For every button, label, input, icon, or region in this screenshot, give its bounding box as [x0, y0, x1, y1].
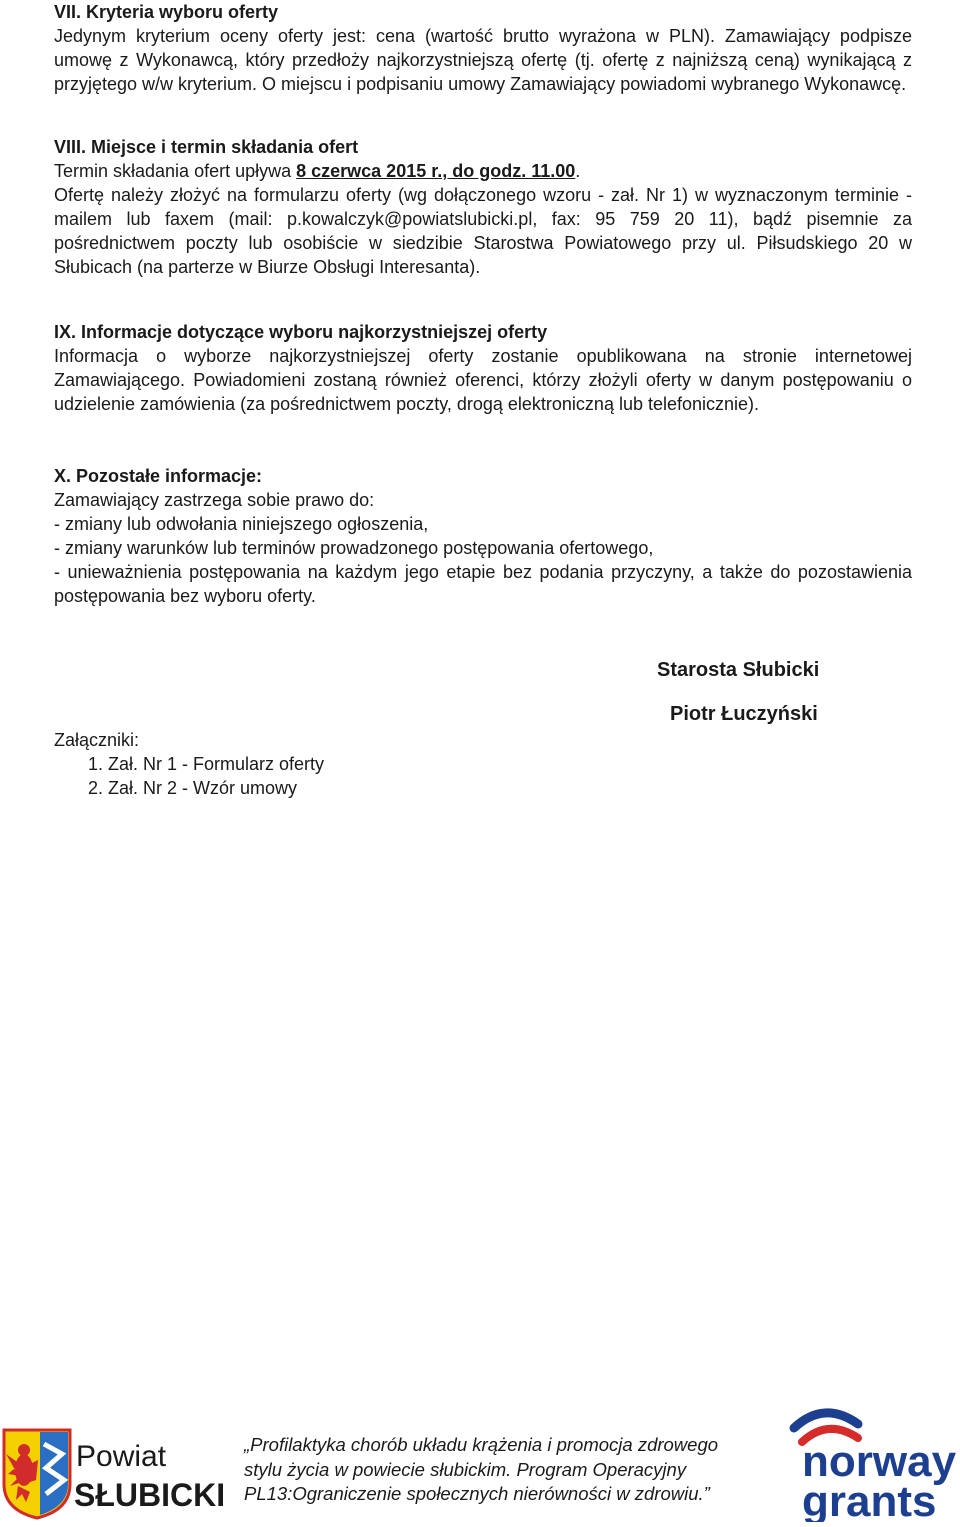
section-heading: VII. Kryteria wyboru oferty	[54, 2, 279, 22]
section-body: Ofertę należy złożyć na formularzu oferty (wg dołączonego wzoru - zał. Nr 1) w wyznaczonym terminie - mailem lub faxem (mail: p.kowalczyk@powiatslubicki.pl, fax: 95 759 20 11), bądź pisemnie za pośrednictwem poczty lub osobiście w siedzibie Starostwa Powiatowego przy ul. Piłsudskiego 20 w Słubicach (na parterze w Biurze Obsługi Interesanta).	[54, 185, 912, 277]
logo-norway: norway	[802, 1437, 957, 1486]
logo-text-bottom: SŁUBICKI	[74, 1477, 226, 1513]
attachment-item: 1. Zał. Nr 1 - Formularz oferty	[88, 754, 325, 774]
deadline-prefix: Termin składania ofert upływa	[54, 161, 297, 181]
attachment-item: 2. Zał. Nr 2 - Wzór umowy	[88, 778, 298, 798]
coat-of-arms-icon	[0, 1424, 232, 1520]
logo-grants: grants	[802, 1477, 937, 1522]
deadline-date: 8 czerwca 2015 r., do godz. 11.00	[296, 161, 576, 181]
attachments-label: Załączniki:	[54, 730, 140, 750]
project-caption	[244, 1433, 784, 1507]
section-x	[54, 464, 912, 608]
section-heading: X. Pozostałe informacje:	[54, 466, 263, 486]
section-heading: IX. Informacje dotyczące wyboru najkorzystniejszej oferty	[54, 322, 548, 342]
signature-name: Piotr Łuczyński	[670, 703, 818, 725]
section-heading: VIII. Miejsce i termin składania ofert	[54, 137, 359, 157]
caption-line: „Profilaktyka chorób układu krążenia i promocja zdrowego	[244, 1434, 719, 1455]
section-body: Jedynym kryterium oceny oferty jest: cena (wartość brutto wyrażona w PLN). Zamawiający podpisze umowę z Wykonawcą, który przedłoży najkorzystniejszą ofertę (tj. ofertę z najniższą ceną) wynikającą z przyjętego w/w kryterium. O miejscu i podpisaniu umowy Zamawiający powiadomi wybranego Wykonawcę.	[54, 26, 912, 94]
list-item: - zmiany lub odwołania niniejszego ogłoszenia,	[54, 514, 429, 534]
section-ix	[54, 320, 912, 416]
footer	[0, 1400, 960, 1526]
section-body: Informacja o wyborze najkorzystniejszej oferty zostanie opublikowana na stronie internetowej Zamawiającego. Powiadomieni zostaną również oferenci, którzy złożyli oferty w danym postępowaniu o udzielenie zamówienia (za pośrednictwem poczty, drogą elektroniczną lub telefonicznie).	[54, 346, 912, 414]
attachments	[54, 728, 912, 800]
deadline-suffix: .	[575, 161, 581, 181]
deadline-line	[54, 159, 912, 183]
norway-grants-logo	[780, 1402, 960, 1522]
signature-title: Starosta Słubicki	[657, 659, 820, 681]
logo-text-top: Powiat	[76, 1440, 167, 1473]
powiat-slubicki-logo	[0, 1424, 232, 1520]
caption-line: stylu życia w powiecie słubickim. Program Operacyjny	[244, 1458, 687, 1480]
section-vii	[54, 0, 912, 96]
caption-line: PL13:Ograniczenie społecznych nierówności w zdrowiu.”	[244, 1483, 710, 1504]
list-item: - zmiany warunków lub terminów prowadzonego postępowania ofertowego,	[54, 538, 654, 558]
norway-grants-icon	[780, 1402, 960, 1522]
section-viii	[54, 135, 912, 279]
list-item: - unieważnienia postępowania na każdym jego etapie bez podania przyczyny, a także do pozostawienia postępowania bez wyboru oferty.	[54, 562, 912, 606]
section-intro: Zamawiający zastrzega sobie prawo do:	[54, 490, 375, 510]
